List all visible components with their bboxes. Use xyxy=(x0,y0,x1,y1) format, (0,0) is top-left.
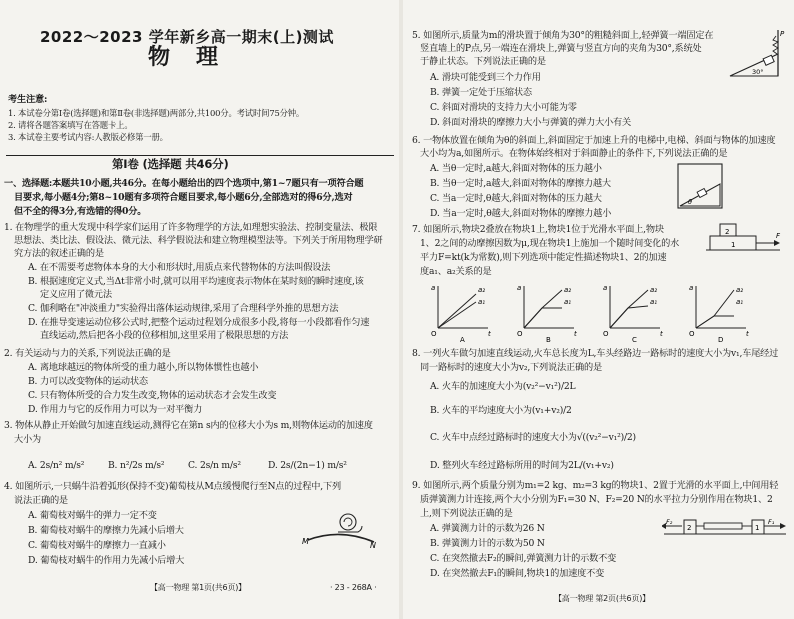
spring-scale-figure xyxy=(662,516,790,536)
graph-option-label: A xyxy=(460,336,465,344)
q5-line: 竖直墙上的P点,另一端连在滑块上,弹簧与竖直方向的夹角为30°,系统处 xyxy=(420,43,702,54)
q8-option: A. 火车的加速度大小为(v₂²−v₁²)/2L xyxy=(430,381,576,392)
q7-line: 度a₁、a₂关系的是 xyxy=(420,266,492,277)
q2-option: C. 只有物体所受的合力发生改变,物体的运动状态才会发生改变 xyxy=(28,390,277,401)
q1-line: 究方法的叙述正确的是 xyxy=(14,248,104,259)
q1-line: 思想法、类比法、假设法、微元法、科学假说法和建立物理模型法等。下列关于所用物理学研 xyxy=(14,235,383,246)
graph-curve xyxy=(524,290,562,328)
slider-block xyxy=(763,55,774,65)
graph-series-label: a₂ xyxy=(650,286,658,294)
exam-title: 2022～2023 学年新乡高一期末(上)测试 xyxy=(40,28,334,46)
point-label-n: N xyxy=(370,541,376,550)
q8-line: 8. 一列火车做匀加速直线运动,火车总长度为L,车头经路边一路标时的速度大小为v₁,车尾经过 xyxy=(412,348,779,359)
q3-option: A. 2s/n² m/s² xyxy=(28,460,85,471)
instructions-line: 但不全的得3分,有选错的得0分。 xyxy=(14,206,147,217)
q7-line: 1、2之间的动摩擦因数为μ,现在物块1上施加一个随时间变化的水 xyxy=(420,238,680,249)
graph-curve xyxy=(524,308,562,328)
graph-option-label: C xyxy=(632,336,637,344)
q7-line: 平力F=kt(k为常数),则下列选项中能定性描述物块1、2的加速 xyxy=(420,252,667,263)
graph-curve xyxy=(696,316,734,328)
spring-scale xyxy=(704,523,742,529)
graph-axis-label: a xyxy=(431,284,436,292)
graph-option-label: B xyxy=(546,336,551,344)
q5-option: C. 斜面对滑块的支持力大小可能为零 xyxy=(430,102,577,113)
graph-curve xyxy=(610,306,648,328)
graph-origin-label: O xyxy=(431,330,437,338)
page-gutter xyxy=(399,0,403,619)
graph-series-label: a₁ xyxy=(564,298,572,306)
graph-origin-label: O xyxy=(603,330,609,338)
q9-option: B. 弹簧测力计的示数为50 N xyxy=(430,538,545,549)
point-label-m: M xyxy=(302,537,309,546)
graph-curve xyxy=(438,294,476,328)
spring xyxy=(773,36,778,54)
q4-option: B. 葡萄枝对蜗牛的摩擦力先减小后增大 xyxy=(28,525,184,536)
graph-axis-label: t xyxy=(574,330,577,338)
q9-option: A. 弹簧测力计的示数为26 N xyxy=(430,523,545,534)
force-label: F₁ xyxy=(768,518,775,526)
graph-origin-label: O xyxy=(517,330,523,338)
graph-series-label: a₁ xyxy=(650,298,658,306)
block-label: 1 xyxy=(755,524,760,532)
notice-line: 2. 请将各题答案填写在答题卡上。 xyxy=(8,120,133,130)
q9-line: 上,则下列说法正确的是 xyxy=(420,508,513,519)
q2-line: 2. 有关运动与力的关系,下列说法正确的是 xyxy=(4,348,171,359)
graph-origin-label: O xyxy=(689,330,695,338)
q1-option-cont: 直线运动,然后把各小段的位移相加,这里采用了极限思想的方法 xyxy=(40,330,289,341)
right-page xyxy=(404,0,794,619)
point-label-p: P xyxy=(780,30,785,38)
page-footer: 【高一物理 第2页(共6页)】 xyxy=(554,594,650,603)
block-label: 2 xyxy=(687,524,692,532)
page-footer: 【高一物理 第1页(共6页)】 xyxy=(150,583,246,592)
q1-line: 1. 在物理学的重大发现中科学家们运用了许多物理学的方法,如理想实验法、控制变量法、极限 xyxy=(4,222,378,233)
q7-answer-graphs xyxy=(430,282,770,344)
q9-line: 质弹簧测力计连接,两个大小分别为F₁=30 N、F₂=20 N的水平拉力分别作用在物块1、2 xyxy=(420,494,773,505)
q8-line: 同一路标时的速度大小为v₂,下列说法正确的是 xyxy=(420,362,602,373)
snail-branch-figure xyxy=(300,500,380,550)
q2-option: B. 力可以改变物体的运动状态 xyxy=(28,376,148,387)
graph-axis-label: t xyxy=(746,330,749,338)
q8-option: D. 整列火车经过路标所用的时间为2L/(v₁+v₂) xyxy=(430,460,614,471)
q3-line: 大小为 xyxy=(14,434,41,445)
q5-option: B. 弹簧一定处于压缩状态 xyxy=(430,87,532,98)
graph-axis-label: a xyxy=(517,284,522,292)
graph-series-label: a₂ xyxy=(564,286,572,294)
angle-label: θ xyxy=(688,198,692,206)
q7-line: 7. 如图所示,物块2叠放在物块1上,物块1位于光滑水平面上,物块 xyxy=(412,224,664,235)
q5-line: 于静止状态。下列说法正确的是 xyxy=(420,56,546,67)
q8-option: B. 火车的平均速度大小为(v₁+v₂)/2 xyxy=(430,405,572,416)
force-label: F₂ xyxy=(666,518,673,526)
elevator-figure xyxy=(676,162,726,212)
q9-option: C. 在突然撤去F₂的瞬间,弹簧测力计的示数不变 xyxy=(430,553,617,564)
force-label: F xyxy=(776,232,781,240)
q4-option: D. 葡萄枝对蜗牛的作用力先减小后增大 xyxy=(28,555,185,566)
graph-axis-label: a xyxy=(603,284,608,292)
graph-axis-label: t xyxy=(488,330,491,338)
q3-line: 3. 物体从静止开始做匀加速直线运动,测得它在第n s内的位移大小为s m,则物体运动的加速度 xyxy=(4,420,373,431)
q1-option-cont: 定义应用了微元法 xyxy=(40,289,112,300)
q3-option: B. n²/2s m/s² xyxy=(108,460,165,471)
q5-option: A. 滑块可能受到三个力作用 xyxy=(430,72,541,83)
q6-option: B. 当θ一定时,a越大,斜面对物体的摩擦力越大 xyxy=(430,178,611,189)
q1-option: D. 在推导变速运动位移公式时,把整个运动过程划分成很多小段,将每一小段都看作匀速 xyxy=(28,317,370,328)
graph-series-label: a₁ xyxy=(736,298,744,306)
q5-option: D. 斜面对滑块的摩擦力大小与弹簧的弹力大小有关 xyxy=(430,117,632,128)
section-heading: 第Ⅰ卷 (选择题 共46分) xyxy=(112,157,229,171)
subject-title: 物理 xyxy=(148,45,245,70)
q1-option: B. 根据速度定义式,当Δt非常小时,就可以用平均速度表示物体在某时刻的瞬时速度,该 xyxy=(28,276,364,287)
graph-series-label: a₂ xyxy=(736,286,744,294)
q8-option: C. 火车中点经过路标时的速度大小为√((v₂²−v₁²)/2) xyxy=(430,432,636,443)
q4-line: 4. 如图所示,一只蜗牛沿着弧形(保持不变)葡萄枝从M点缓慢爬行至N点的过程中,下列 xyxy=(4,481,341,492)
graph-curve xyxy=(696,290,734,328)
block-label: 2 xyxy=(725,228,730,236)
q4-line: 说法正确的是 xyxy=(14,495,68,506)
page-code: · 23 - 268A · xyxy=(330,583,377,592)
q2-option: A. 离地球越远的物体所受的重力越小,所以物体惯性也越小 xyxy=(28,362,259,373)
graph-series-label: a₂ xyxy=(478,286,486,294)
incline-spring-figure xyxy=(726,26,788,80)
q6-option: C. 当a一定时,θ越大,斜面对物体的压力越大 xyxy=(430,193,602,204)
graph-axis-label: a xyxy=(689,284,694,292)
q5-line: 5. 如图所示,质量为m的滑块置于倾角为30°的粗糙斜面上,轻弹簧一端固定在 xyxy=(412,30,714,41)
q6-option: D. 当a一定时,θ越大,斜面对物体的摩擦力越小 xyxy=(430,208,612,219)
q6-line: 大小均为a,如图所示。在物体始终相对于斜面静止的条件下,下列说法正确的是 xyxy=(420,148,728,159)
graph-series-label: a₁ xyxy=(478,298,486,306)
notice-line: 1. 本试卷分第Ⅰ卷(选择题)和第Ⅱ卷(非选择题)两部分,共100分。考试时间75分钟。 xyxy=(8,108,305,118)
q4-option: A. 葡萄枝对蜗牛的弹力一定不变 xyxy=(28,510,157,521)
q1-option: A. 在不需要考虑物体本身的大小和形状时,用质点来代替物体的方法叫假设法 xyxy=(28,262,331,273)
q3-option: C. 2s/n m/s² xyxy=(188,460,241,471)
q9-line: 9. 如图所示,两个质量分别为m₁=2 kg、m₂=3 kg的物块1、2置于光滑的水平面上,中间用轻 xyxy=(412,480,779,491)
q1-option: C. 伽利略在"冲淡重力"实验得出落体运动规律,采用了合理科学外推的思想方法 xyxy=(28,303,339,314)
divider xyxy=(6,155,394,156)
q6-option: A. 当θ一定时,a越大,斜面对物体的压力越小 xyxy=(430,163,602,174)
q3-option: D. 2s/(2n−1) m/s² xyxy=(268,460,347,471)
q2-option: D. 作用力与它的反作用力可以为一对平衡力 xyxy=(28,404,203,415)
q4-option: C. 葡萄枝对蜗牛的摩擦力一直减小 xyxy=(28,540,166,551)
branch-arc xyxy=(308,534,374,542)
notice-line: 3. 本试卷主要考试内容:人教版必修第一册。 xyxy=(8,132,168,142)
angle-label: 30° xyxy=(752,68,764,76)
graph-axis-label: t xyxy=(660,330,663,338)
q6-line: 6. 一物体放置在倾角为θ的斜面上,斜面固定于加速上升的电梯中,电梯、斜面与物体的加速度 xyxy=(412,135,776,146)
snail-shell xyxy=(340,514,356,530)
instructions-line: 一、选择题:本题共10小题,共46分。在每小题给出的四个选项中,第1~7题只有一项符合题 xyxy=(4,178,364,189)
notice-heading: 考生注意: xyxy=(8,94,48,105)
q9-option: D. 在突然撤去F₁的瞬间,物块1的加速度不变 xyxy=(430,568,605,579)
instructions-line: 目要求,每小题4分;第8~10题有多项符合题目要求,每小题6分,全部选对的得6分,选对 xyxy=(14,192,353,203)
graph-curve xyxy=(438,302,476,328)
graph-option-label: D xyxy=(718,336,724,344)
stacked-blocks-figure xyxy=(704,220,784,252)
block-label: 1 xyxy=(731,241,736,249)
